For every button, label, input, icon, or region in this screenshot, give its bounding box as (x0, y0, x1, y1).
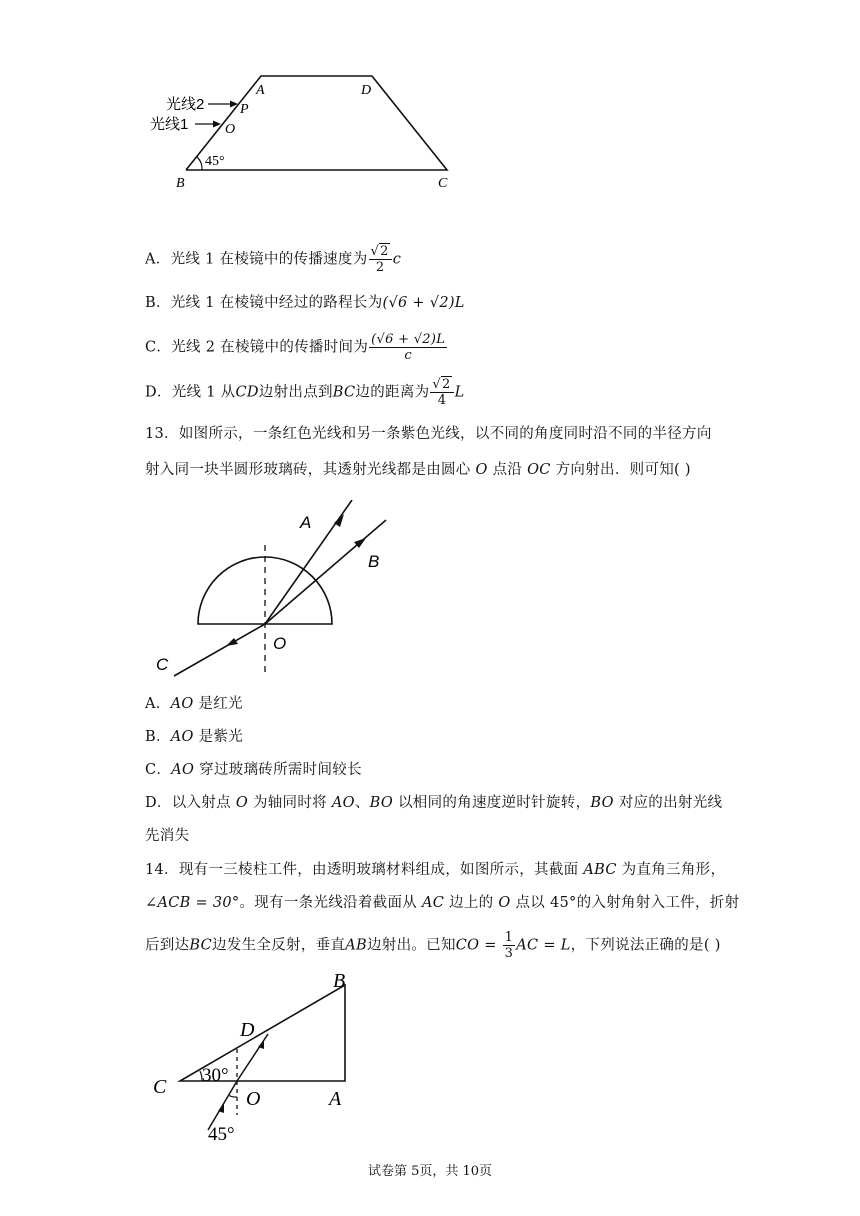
fraction-denominator: 3 (504, 946, 514, 961)
length-symbol: L (560, 937, 571, 954)
q13-option-b (145, 727, 243, 747)
q14-stem-part: 点以 45°的入射角射入工件，折射 (510, 895, 740, 911)
fraction-denominator: 2 (375, 260, 385, 275)
q12-option-d-mid2: 边的距离为 (355, 384, 430, 401)
q12-option-d-text: D．光线 1 从 (145, 384, 236, 401)
figure-q12-trapezoid (140, 65, 470, 200)
q14-stem-part: 。现有一条光线沿着截面从 (239, 895, 422, 911)
q13-stem-line1: 13．如图所示，一条红色光线和另一条紫色光线，以不同的角度同时沿不同的半径方向 (145, 426, 712, 442)
q12-option-b-math: (√6 + √2)L (382, 295, 465, 311)
fraction-sqrt2-over-4: $\frac{√2}{4}$ (430, 377, 453, 408)
segment-bc: BC (332, 384, 356, 401)
option-text: 穿过玻璃砖所需时间较长 (194, 762, 362, 778)
point-o: O (498, 895, 511, 911)
ray-bo: BO (590, 795, 614, 811)
length-symbol: L (454, 384, 465, 401)
fraction-numerator: (√6 + √2)L (371, 332, 446, 347)
q12-option-b-text: B．光线 1 在棱镜中经过的路程长为 (145, 295, 383, 311)
option-text: 是红光 (193, 696, 243, 712)
q14-stem-part: 为直角三角形， (616, 862, 726, 878)
fraction-sqrt2-over-2: $\frac{√2}{2}$ (369, 244, 392, 275)
point-p: P (240, 102, 249, 117)
q13-option-c (145, 760, 362, 780)
ray-ao: AO (331, 795, 355, 811)
q12-option-a-text: A．光线 1 在棱镜中的传播速度为 (145, 251, 368, 268)
ray-ao: AO (170, 696, 194, 712)
separator: 、 (354, 795, 370, 811)
q14-stem-part: 边发生全反射，垂直 (212, 937, 346, 954)
ray-c-arrowhead (226, 638, 238, 646)
option-letter: C． (145, 762, 172, 778)
vertex-a: A (256, 83, 265, 98)
q13-stem-line2 (145, 460, 691, 480)
vertex-b: B (333, 970, 346, 992)
q14-stem-line3 (145, 930, 721, 961)
option-text: D．以入射点 (145, 795, 236, 811)
fraction-numerator: 2 (380, 244, 389, 259)
angle-arc-b (197, 157, 202, 170)
point-o: O (246, 1088, 261, 1110)
segment-cd: CD (235, 384, 259, 401)
option-text: 对应的出射光线 (613, 795, 723, 811)
q14-stem-line1 (145, 860, 725, 880)
option-letter: A． (145, 696, 171, 712)
option-text: 是紫光 (193, 729, 244, 745)
q12-option-b (145, 293, 465, 313)
fraction-denominator: c (404, 348, 412, 363)
q14-stem-part: 14．现有一三棱柱工件，由透明玻璃材料组成，如图所示，其截面 (145, 862, 584, 878)
figure-q14-triangle (140, 965, 380, 1150)
option-text: 为轴同时将 (248, 795, 332, 811)
q12-option-d (145, 377, 465, 408)
ray-a-arrowhead (334, 514, 344, 527)
q14-stem-part: 后到达 (145, 937, 190, 954)
label-a: A (300, 513, 312, 532)
angle-arc-o (228, 1095, 237, 1097)
figure-q13-semicircle (140, 500, 410, 685)
vertex-c: C (153, 1076, 167, 1098)
angle-label-45: 45° (205, 154, 225, 169)
label-b: B (368, 552, 380, 571)
segment-bc: BC (189, 937, 213, 954)
point-o: O (475, 462, 488, 478)
angle-label-45: 45° (208, 1124, 235, 1145)
q12-option-c (145, 332, 448, 363)
q13-stem-part: 射入同一块半圆形玻璃砖，其透射光线都是由圆心 (145, 462, 476, 478)
q12-option-c-text: C．光线 2 在棱镜中的传播时间为 (145, 339, 369, 356)
vertex-c: C (438, 176, 448, 191)
vertex-d: D (361, 83, 372, 98)
ray-b (265, 520, 386, 624)
point-d: D (240, 1019, 255, 1041)
triangle-abc: ABC (583, 862, 617, 878)
segment-ac: AC (516, 937, 539, 954)
q14-stem-part: 边上的 (444, 895, 499, 911)
option-letter: B． (145, 729, 171, 745)
fraction-denominator: 4 (437, 393, 447, 408)
segment-ab: AB (345, 937, 367, 954)
angle-label-30: 30° (202, 1065, 229, 1086)
ray-ao: AO (171, 762, 195, 778)
ray2-label: 光线2 (166, 96, 205, 113)
ray1-label: 光线1 (150, 116, 189, 133)
equals-sign: = (479, 937, 502, 954)
q13-option-d-line1 (145, 793, 722, 813)
ray-bo: BO (369, 795, 394, 811)
segment-oc: OC (527, 462, 551, 478)
q13-option-d-line2: 先消失 (145, 828, 190, 844)
option-text: 以相同的角速度逆时针旋转， (393, 795, 591, 811)
vertex-b: B (176, 176, 185, 191)
vertex-a: A (329, 1088, 342, 1110)
point-o: O (225, 122, 236, 137)
q13-option-a (145, 694, 243, 714)
segment-ac: AC (421, 895, 445, 911)
fraction-numerator: 2 (442, 377, 451, 392)
q13-stem-part: 点沿 (487, 462, 528, 478)
angle-acb: ∠ACB = 30° (145, 895, 240, 911)
q14-stem-part: ，下列说法正确的是( ) (570, 937, 721, 954)
point-o: O (235, 795, 249, 811)
q12-option-a (145, 244, 401, 275)
page-footer: 试卷第 5页，共 10页 (367, 1164, 493, 1179)
fraction-one-third (503, 930, 516, 961)
q13-stem-part: 方向射出．则可知( ) (550, 462, 691, 478)
segment-co: CO (455, 937, 480, 954)
ray-c (174, 624, 265, 676)
q14-stem-line2 (145, 893, 739, 913)
label-o: O (273, 634, 287, 653)
fraction-numerator: 1 (504, 930, 514, 945)
equals-sign: = (538, 937, 561, 954)
ray-ao: AO (170, 729, 194, 745)
q14-stem-part: 边射出。已知 (366, 937, 456, 954)
q12-option-d-mid: 边射出点到 (258, 384, 333, 401)
speed-of-light-symbol: c (392, 251, 402, 268)
fraction-time (369, 332, 447, 363)
label-c: C (156, 655, 169, 674)
